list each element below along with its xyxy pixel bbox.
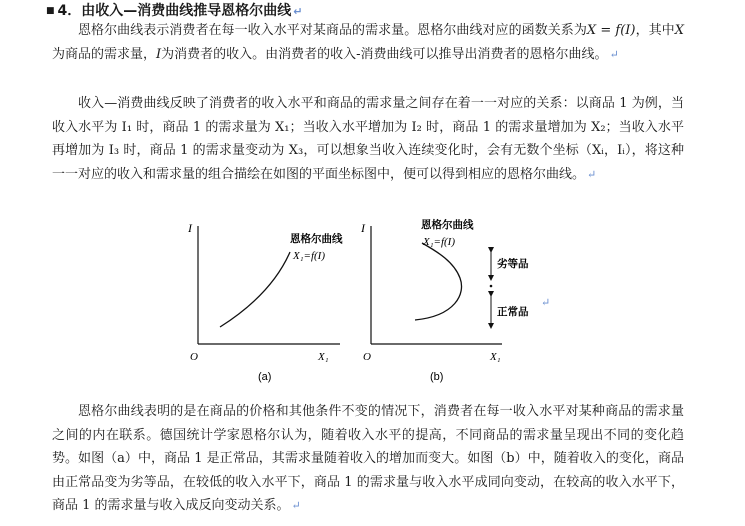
paragraph-mark-icon: ↵ <box>293 5 303 18</box>
p1-text-d: 为消费者的收入。由消费者的收入-消费曲线可以推导出消费者的恩格尔曲线。 <box>161 46 608 62</box>
panel-b-origin: O <box>363 351 371 363</box>
panel-b <box>360 218 529 383</box>
paragraph-mark-icon: ↵ <box>291 499 301 512</box>
turning-point-dot <box>490 285 493 288</box>
panel-b-caption: (b) <box>430 371 444 383</box>
paragraph-mark-icon: ↵ <box>587 167 597 181</box>
panel-b-y-label: I <box>361 221 365 235</box>
p1-text-a: 恩格尔曲线表示消费者在每一收入水平对某商品的需求量。恩格尔曲线对应的函数关系为 <box>78 23 587 38</box>
panel-b-engel-curve <box>415 243 462 320</box>
p3-text: 恩格尔曲线表明的是在商品的价格和其他条件不变的情况下，消费者在每一收入水平对某种商品的需求量之间的内在联系。德国统计学家恩格尔认为，随着收入水平的提高，不同商品的需求量呈现出不同的变化趋势。如图（a）中，商品 1 是正常品，其需求量随着收入的增加而变大。如图（b）中，随着收入的变化，商品由正常品变为劣等品，在较低的收入水平下，商品 1 的需求量与收入水平成同向变动，在较高的收入水平下，商品 1 的需求量与收入成反向变动关系。 <box>52 404 684 513</box>
engel-curve-diagram <box>150 212 570 392</box>
p1-x-var: X <box>674 23 684 38</box>
normal-good-label: 正常品 <box>497 306 529 318</box>
paragraph-income-relation <box>52 92 684 186</box>
paragraph-definition <box>52 19 684 66</box>
panel-b-curve-title: 恩格尔曲线 <box>421 219 474 231</box>
panel-a-x-label: X₁ <box>318 351 329 363</box>
panel-a-engel-curve <box>220 252 290 327</box>
inferior-good-label: 劣等品 <box>497 258 529 270</box>
paragraph-mark-icon: ↵ <box>541 296 551 309</box>
heading-text: 4．由收入—消费曲线推导恩格尔曲线 <box>57 3 292 19</box>
panel-a-origin: O <box>190 351 198 363</box>
p1-text-c: 为商品的需求量， <box>52 46 157 62</box>
panel-b-x-label: X₁ <box>490 351 501 363</box>
engel-curve-figure <box>150 212 570 392</box>
p1-formula: X = f(I) <box>586 23 636 38</box>
paragraph-mark-icon: ↵ <box>609 47 619 61</box>
panel-b-curve-formula: X₁=f(I) <box>423 236 456 248</box>
p2-text: 收入—消费曲线反映了消费者的收入水平和商品的需求量之间存在着一一对应的关系：以商品 1 为例，当收入水平为 I₁ 时，商品 1 的需求量为 X₁；当收入水平增加为 I₂ 时，商品 1 的需求量增加为 X₂；当收入水平再增加为 I₃ 时，商品 1 的需求量变动为 X₃，可以想象当收入连续变化时，会有无数个坐标（Xᵢ，Iᵢ），将这种一一对应的收入和需求量的组合描绘在如图的平面坐标图中，便可以得到相应的恩格尔曲线。 <box>52 96 684 182</box>
panel-a-curve-title: 恩格尔曲线 <box>290 233 343 245</box>
panel-a <box>187 221 343 383</box>
panel-a-y-label: I <box>188 221 192 235</box>
heading-bullet: ■ <box>46 6 55 16</box>
panel-a-caption: (a) <box>258 371 272 383</box>
p1-text-b: ，其中 <box>635 23 675 38</box>
paragraph-conclusion <box>52 400 684 518</box>
panel-a-curve-formula: X₁=f(I) <box>293 250 326 262</box>
p1-i-var: I <box>156 46 162 62</box>
